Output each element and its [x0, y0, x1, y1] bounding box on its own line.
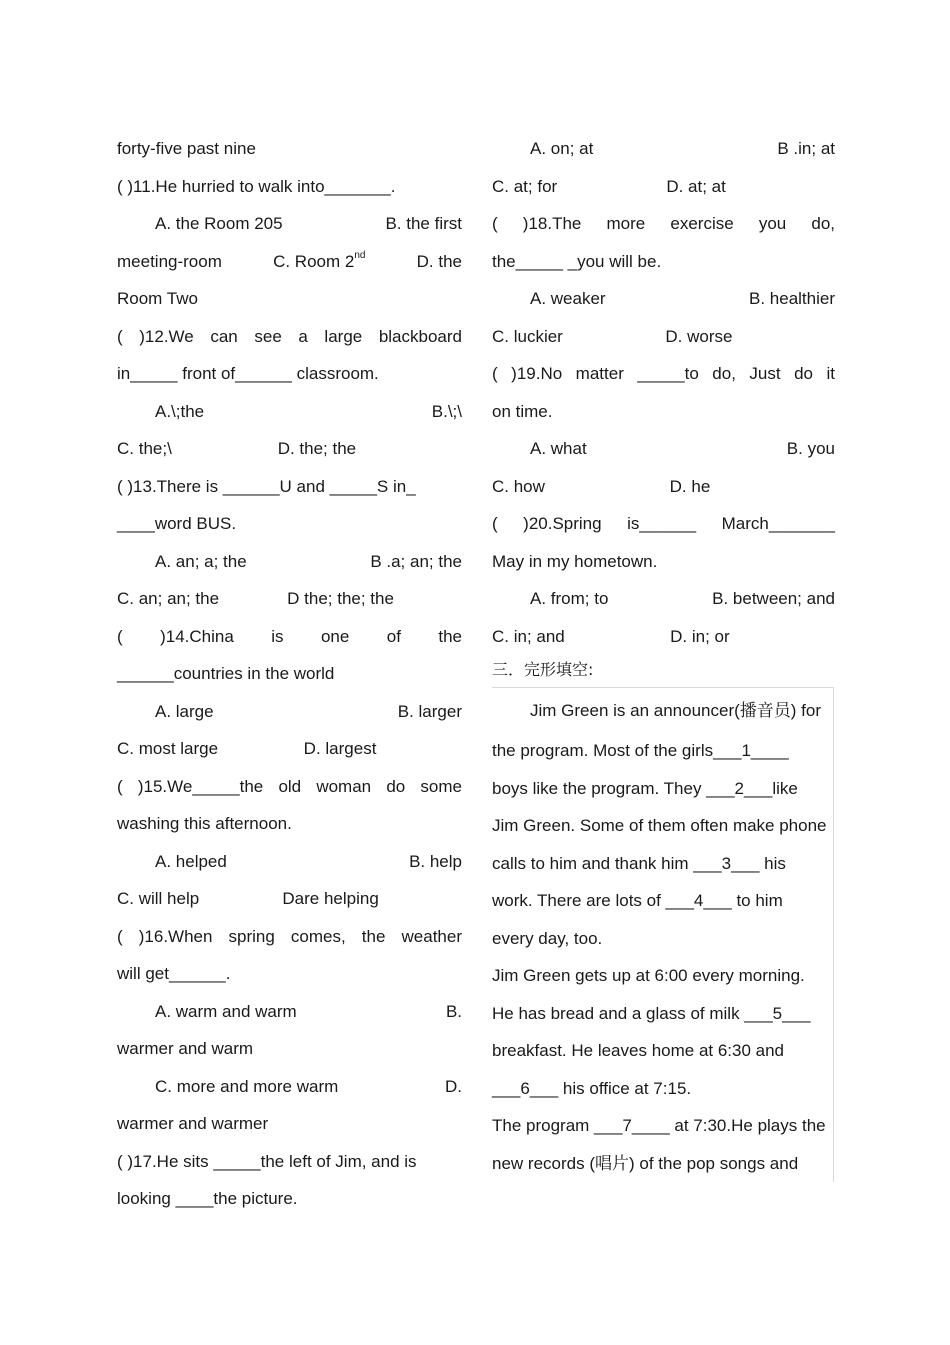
text-line: [117, 880, 462, 918]
line-segment: (: [492, 214, 498, 233]
line-segment: B. help: [409, 851, 462, 871]
line-segment: D. at; at: [666, 176, 726, 196]
cloze-passage: [492, 687, 834, 1182]
line-segment: B.\;\: [431, 401, 462, 421]
text-line: [117, 730, 462, 768]
text-line: [117, 243, 462, 281]
passage-line: work. There are lots of ___4___ to him: [492, 891, 783, 910]
text-line: looking ____the picture.: [117, 1189, 298, 1208]
text-line: Room Two: [117, 289, 198, 308]
line-segment: B. healthier: [749, 289, 835, 308]
text-line: ( )20.Spring is______ March_______: [492, 514, 835, 533]
line-segment: one: [320, 626, 350, 646]
line-segment: C. an; an; the: [117, 589, 220, 608]
line-segment: A. on; at: [530, 139, 594, 158]
line-segment: C. the;\: [117, 439, 172, 458]
text-line: [492, 318, 835, 356]
line-segment: B .a; an; the: [370, 551, 462, 571]
superscript: nd: [354, 249, 366, 261]
left-column: [117, 130, 462, 1218]
text-line: [117, 618, 462, 656]
text-line: [117, 205, 462, 243]
text-line: the_____ _you will be.: [492, 251, 662, 271]
text-line: ( )15.We_____the old woman do some: [117, 776, 462, 796]
text-line: warmer and warmer: [117, 1114, 269, 1133]
line-segment: C. in; and: [492, 626, 565, 646]
passage-line: calls to him and thank him ___3___ his: [492, 853, 786, 873]
text-line: ( )17.He sits _____the left of Jim, and is: [117, 1151, 417, 1171]
line-segment: A. warm and warm: [155, 1001, 297, 1021]
line-segment: D. the; the: [277, 439, 357, 458]
text-line: in_____ front of______ classroom.: [117, 364, 379, 383]
line-segment: C. Room 2nd: [273, 249, 366, 271]
line-segment: exercise: [670, 214, 734, 233]
passage-line: He has bread and a glass of milk ___5___: [492, 1003, 811, 1023]
passage-line: the program. Most of the girls___1____: [492, 741, 789, 760]
right-question-lines: [492, 130, 835, 655]
line-segment: D. largest: [303, 739, 377, 758]
passage-line: breakfast. He leaves home at 6:30 and: [492, 1041, 785, 1060]
line-segment: C. luckier: [492, 326, 563, 346]
text-line: [117, 543, 462, 581]
text-line: [492, 430, 835, 468]
section-heading-cloze: 三．完形填空:: [492, 660, 594, 679]
line-segment: D. the: [416, 251, 462, 271]
text-line: [492, 168, 835, 206]
text-line: ____word BUS.: [117, 514, 237, 533]
line-segment: A. from; to: [530, 589, 609, 608]
text-line: ( )19.No matter _____to do, Just do it: [492, 364, 835, 383]
line-segment: more: [606, 214, 646, 233]
line-segment: )18.The: [522, 214, 582, 233]
text-line: forty-five past nine: [117, 139, 256, 158]
text-line: ______countries in the world: [117, 664, 335, 683]
text-line: warmer and warm: [117, 1039, 254, 1058]
text-line: [117, 1068, 462, 1106]
passage-line: Jim Green is an announcer(播音员) for: [530, 701, 821, 720]
line-segment: D. in; or: [670, 626, 730, 646]
line-segment: D the; the; the: [287, 589, 394, 608]
line-segment: D. he: [669, 476, 711, 496]
line-segment: Dare helping: [282, 889, 379, 908]
text-line: [117, 843, 462, 881]
text-line: [117, 993, 462, 1031]
line-segment: B. larger: [397, 701, 462, 721]
text-line: ( )12.We can see a large blackboard: [117, 326, 462, 346]
text-line: ( )11.He hurried to walk into_______.: [117, 176, 396, 196]
right-column: [492, 130, 835, 1182]
passage-line: The program ___7____ at 7:30.He plays the: [492, 1116, 826, 1135]
line-segment: A. the Room 205: [155, 214, 283, 233]
line-segment: B. you: [786, 439, 835, 458]
line-segment: B. between; and: [712, 589, 835, 608]
passage-line: every day, too.: [492, 928, 603, 948]
text-line: [492, 280, 835, 318]
text-line: [117, 580, 462, 618]
line-segment: D.: [445, 1076, 462, 1096]
line-segment: B .in; at: [777, 139, 835, 158]
line-segment: is: [271, 626, 284, 646]
line-segment: the: [438, 626, 462, 646]
text-line: [492, 580, 835, 618]
line-segment: A. helped: [155, 851, 227, 871]
line-segment: C. will help: [117, 889, 200, 908]
passage-line: boys like the program. They ___2___like: [492, 778, 798, 798]
line-segment: (: [117, 626, 123, 646]
text-line: [117, 693, 462, 731]
text-line: [492, 468, 835, 506]
line-segment: B.: [445, 1001, 462, 1021]
text-line: [492, 205, 835, 243]
text-line: ( )16.When spring comes, the weather: [117, 926, 462, 946]
text-line: May in my hometown.: [492, 551, 658, 571]
line-segment: you: [758, 214, 787, 233]
text-line: ( )13.There is ______U and _____S in_: [117, 476, 416, 496]
line-segment: of: [386, 626, 401, 646]
text-line: [492, 618, 835, 656]
line-segment: )14.China: [160, 626, 234, 646]
line-segment: A. what: [530, 439, 587, 458]
line-segment: meeting-room: [117, 251, 222, 271]
line-segment: C. most large: [117, 739, 219, 758]
line-segment: C. more and more warm: [155, 1076, 339, 1096]
line-segment: A. weaker: [530, 289, 606, 308]
line-segment: C. at; for: [492, 176, 558, 196]
text-line: washing this afternoon.: [117, 814, 292, 833]
line-segment: B. the first: [385, 214, 462, 233]
passage-line: new records (唱片) of the pop songs and: [492, 1153, 799, 1173]
line-segment: A. large: [155, 701, 214, 721]
passage-line: ___6___ his office at 7:15.: [492, 1078, 692, 1098]
passage-line: Jim Green. Some of them often make phone: [492, 816, 827, 835]
text-line: on time.: [492, 401, 553, 421]
line-segment: D. worse: [665, 326, 733, 346]
text-line: [492, 130, 835, 168]
text-line: [117, 430, 462, 468]
text-line: [117, 393, 462, 431]
line-segment: A. an; a; the: [155, 551, 247, 571]
passage-line: Jim Green gets up at 6:00 every morning.: [492, 966, 805, 985]
line-segment: C. how: [492, 476, 545, 496]
line-segment: do,: [811, 214, 835, 233]
line-segment: A.\;the: [155, 401, 205, 421]
text-line: will get______.: [117, 964, 231, 983]
